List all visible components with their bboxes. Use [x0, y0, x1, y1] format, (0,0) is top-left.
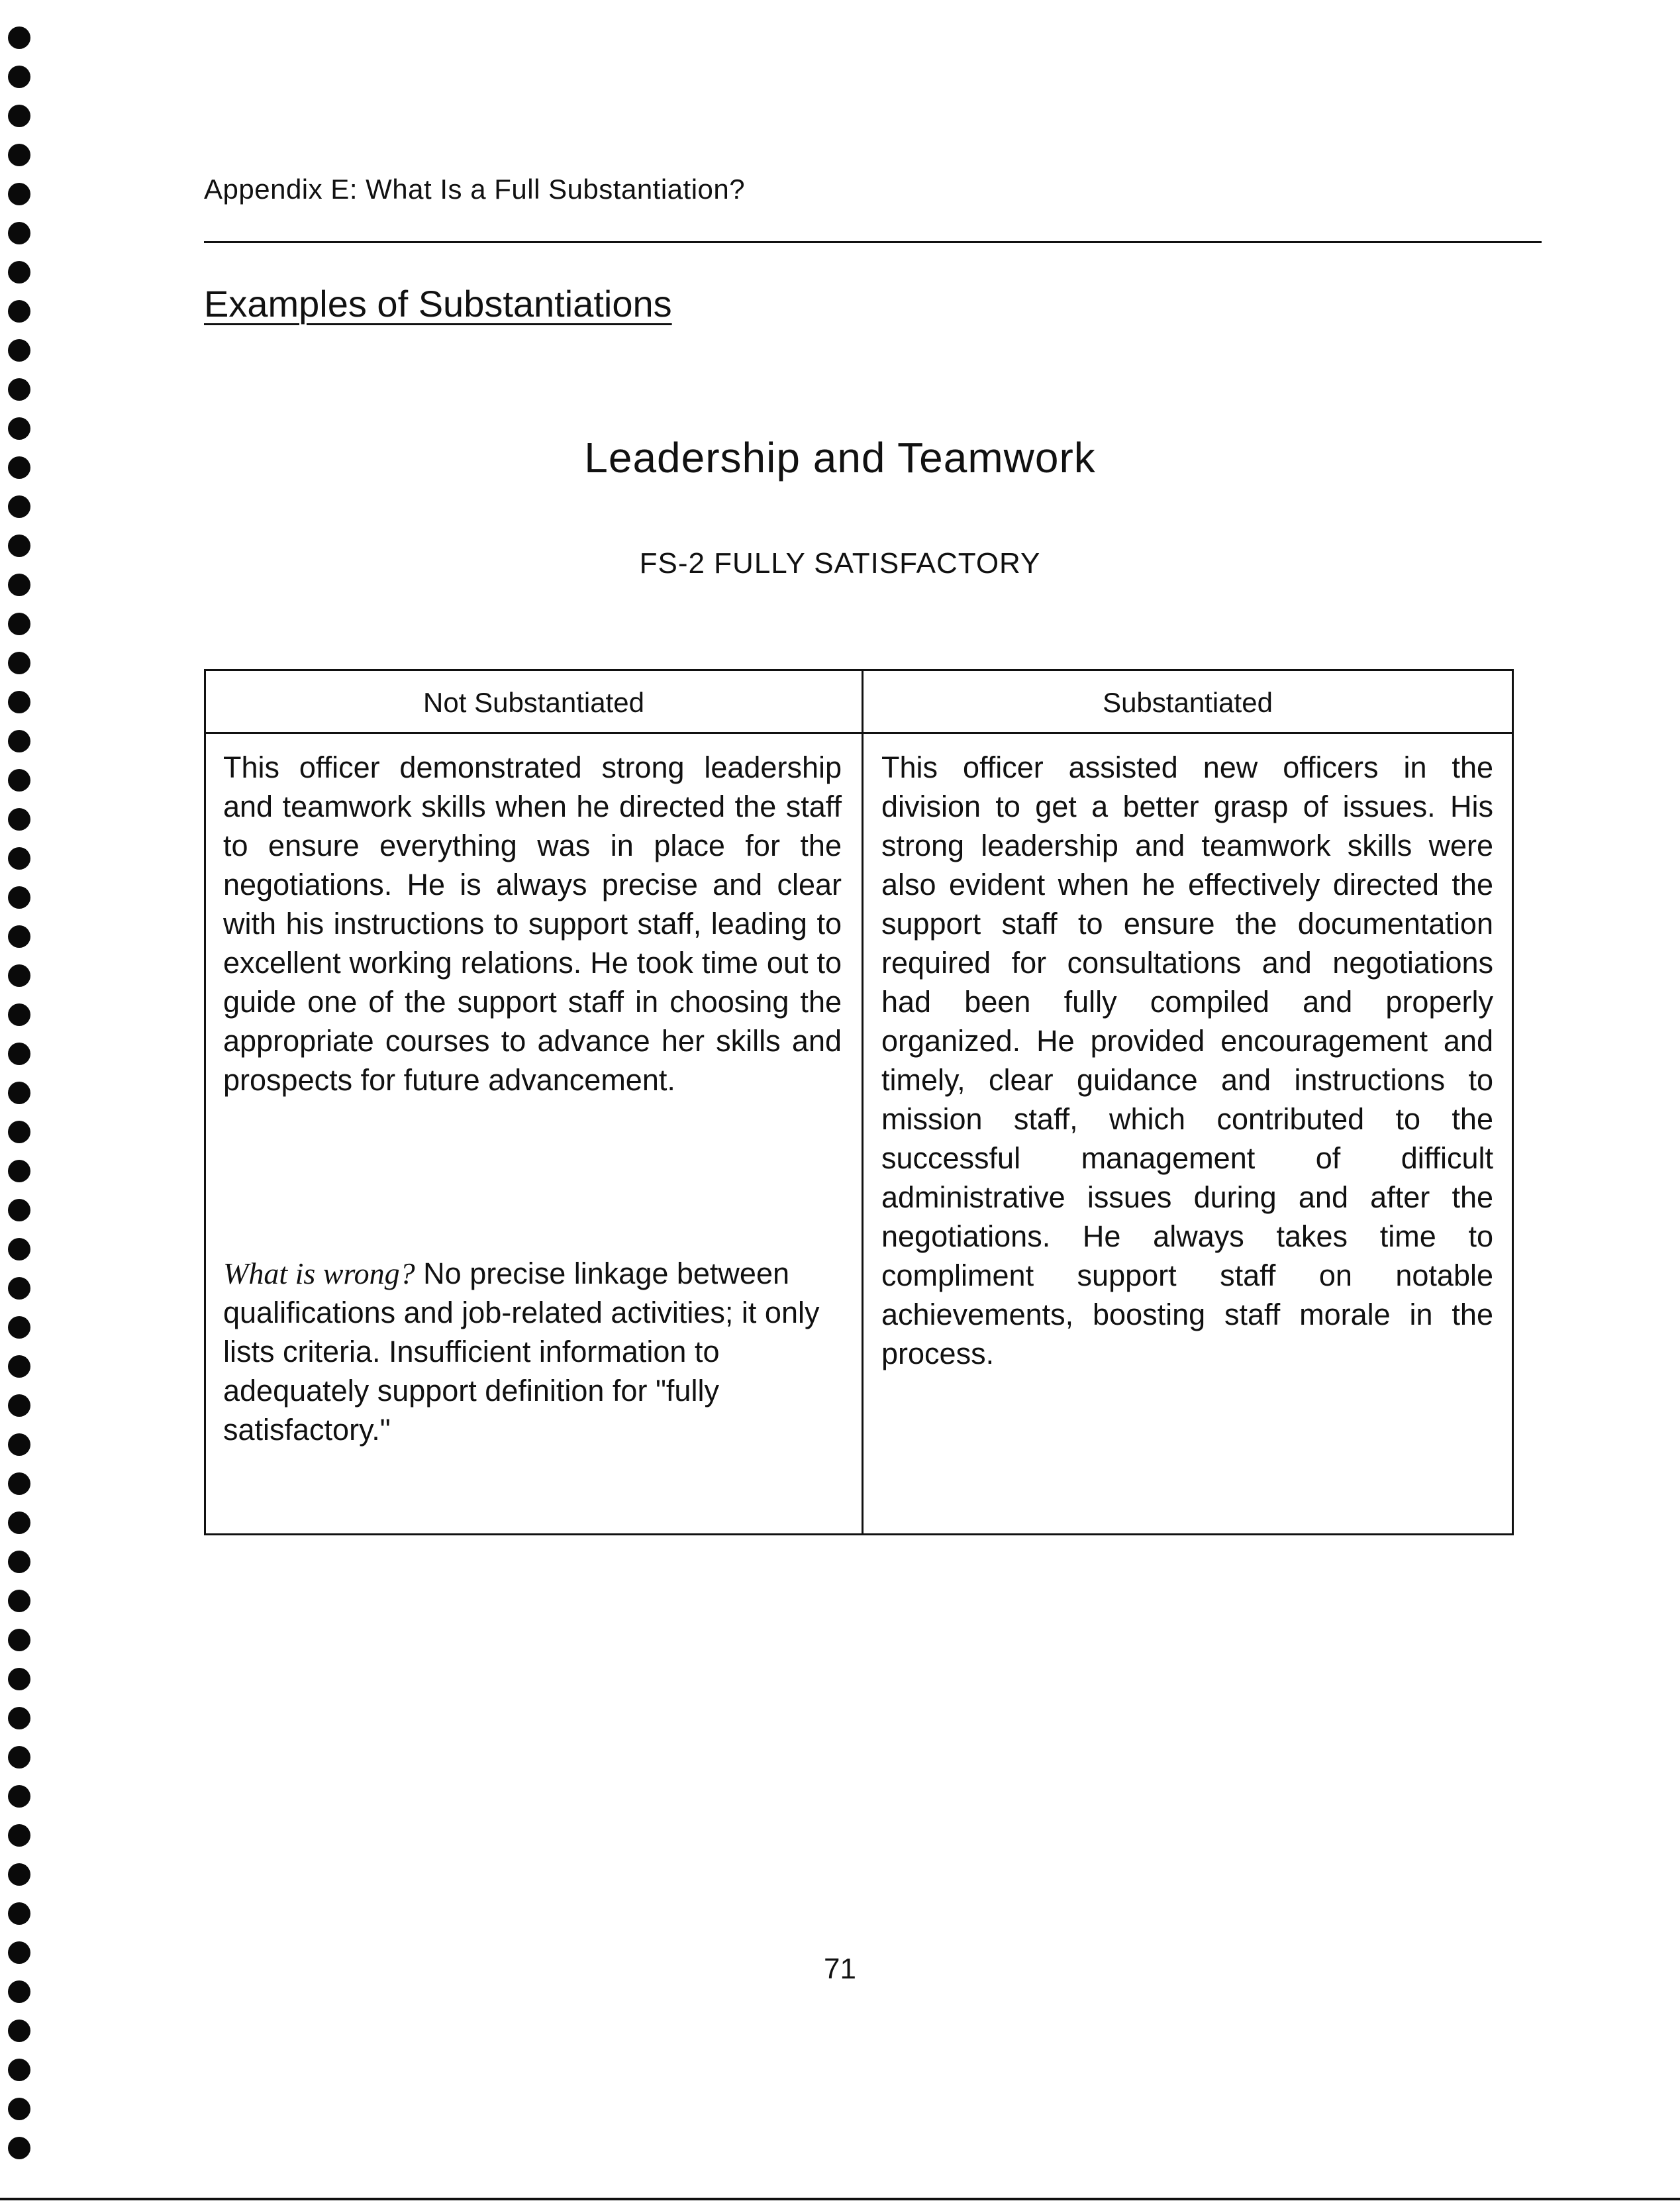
- page-title: Leadership and Teamwork: [584, 434, 1096, 482]
- column-divider: [862, 671, 864, 1533]
- punch-hole: [8, 1199, 30, 1221]
- column-header-not-substantiated: Not Substantiated: [423, 687, 644, 718]
- punch-hole: [8, 300, 30, 323]
- page-bottom-edge: [0, 2198, 1680, 2200]
- punch-hole: [8, 691, 30, 713]
- binding-punch-holes: [4, 26, 36, 2199]
- punch-hole: [8, 1512, 30, 1534]
- punch-hole: [8, 339, 30, 362]
- rating-subtitle: FS-2 FULLY SATISFACTORY: [639, 547, 1041, 580]
- punch-hole: [8, 26, 30, 49]
- critique-text: No precise linkage between qualifications and job-related activities; it only lists criteria. Insufficient information to adequately support definition for "fully satisfactory.": [223, 1256, 820, 1447]
- substantiated-example: This officer assisted new officers in the division to get a better grasp of issues. His strong leadership and teamwork skills were also evident when he effectively directed the support staff to ensure the documentation required for consultations and negotiations had been fully compiled and properly organized. He provided encouragement and timely, clear guidance and instructions to mission staff, which contributed to the successful management of difficult administrative issues during and after the negotiations. He always takes time to compliment support staff on notable achievements, boosting staff morale in the process.: [881, 750, 1493, 1370]
- table-header-rule: [206, 732, 1512, 734]
- punch-hole: [8, 1590, 30, 1612]
- punch-hole: [8, 1668, 30, 1690]
- punch-hole: [8, 1394, 30, 1417]
- punch-hole: [8, 378, 30, 401]
- punch-hole: [8, 222, 30, 244]
- punch-hole: [8, 1355, 30, 1378]
- punch-hole: [8, 183, 30, 205]
- punch-hole: [8, 1121, 30, 1143]
- punch-hole: [8, 730, 30, 752]
- critique-label: What is wrong?: [223, 1256, 415, 1290]
- punch-hole: [8, 1707, 30, 1729]
- punch-hole: [8, 1043, 30, 1065]
- punch-hole: [8, 1824, 30, 1847]
- punch-hole: [8, 1238, 30, 1260]
- punch-hole: [8, 495, 30, 518]
- punch-hole: [8, 1902, 30, 1925]
- punch-hole: [8, 847, 30, 870]
- punch-hole: [8, 1472, 30, 1495]
- punch-hole: [8, 1433, 30, 1456]
- punch-hole: [8, 1629, 30, 1651]
- page-number: 71: [824, 1953, 856, 1985]
- punch-hole: [8, 2020, 30, 2042]
- punch-hole: [8, 925, 30, 948]
- punch-hole: [8, 1160, 30, 1182]
- not-substantiated-example: This officer demonstrated strong leadership and teamwork skills when he directed the staff to ensure everything was in place for the negotiations. He is always precise and clear with his instructions to support staff, leading to excellent working relations. He took time out to guide one of the support staff in choosing the appropriate courses to advance her skills and prospects for future advancement.: [223, 750, 842, 1097]
- punch-hole: [8, 1082, 30, 1104]
- punch-hole: [8, 66, 30, 88]
- punch-hole: [8, 2059, 30, 2081]
- substantiation-table: [204, 669, 1514, 1535]
- punch-hole: [8, 2098, 30, 2120]
- punch-hole: [8, 613, 30, 635]
- punch-hole: [8, 1863, 30, 1886]
- running-head: Appendix E: What Is a Full Substantiation?: [204, 174, 746, 205]
- punch-hole: [8, 808, 30, 831]
- punch-hole: [8, 105, 30, 127]
- critique-note: [223, 1254, 842, 1449]
- punch-hole: [8, 1746, 30, 1769]
- punch-hole: [8, 886, 30, 909]
- header-rule: [204, 241, 1542, 243]
- punch-hole: [8, 144, 30, 166]
- punch-hole: [8, 1003, 30, 1026]
- punch-hole: [8, 769, 30, 792]
- punch-hole: [8, 1277, 30, 1300]
- punch-hole: [8, 2137, 30, 2159]
- punch-hole: [8, 1551, 30, 1573]
- punch-hole: [8, 964, 30, 987]
- punch-hole: [8, 1316, 30, 1339]
- column-header-substantiated: Substantiated: [1103, 687, 1273, 718]
- punch-hole: [8, 652, 30, 674]
- section-title: Examples of Substantiations: [204, 283, 672, 325]
- punch-hole: [8, 261, 30, 283]
- punch-hole: [8, 1785, 30, 1808]
